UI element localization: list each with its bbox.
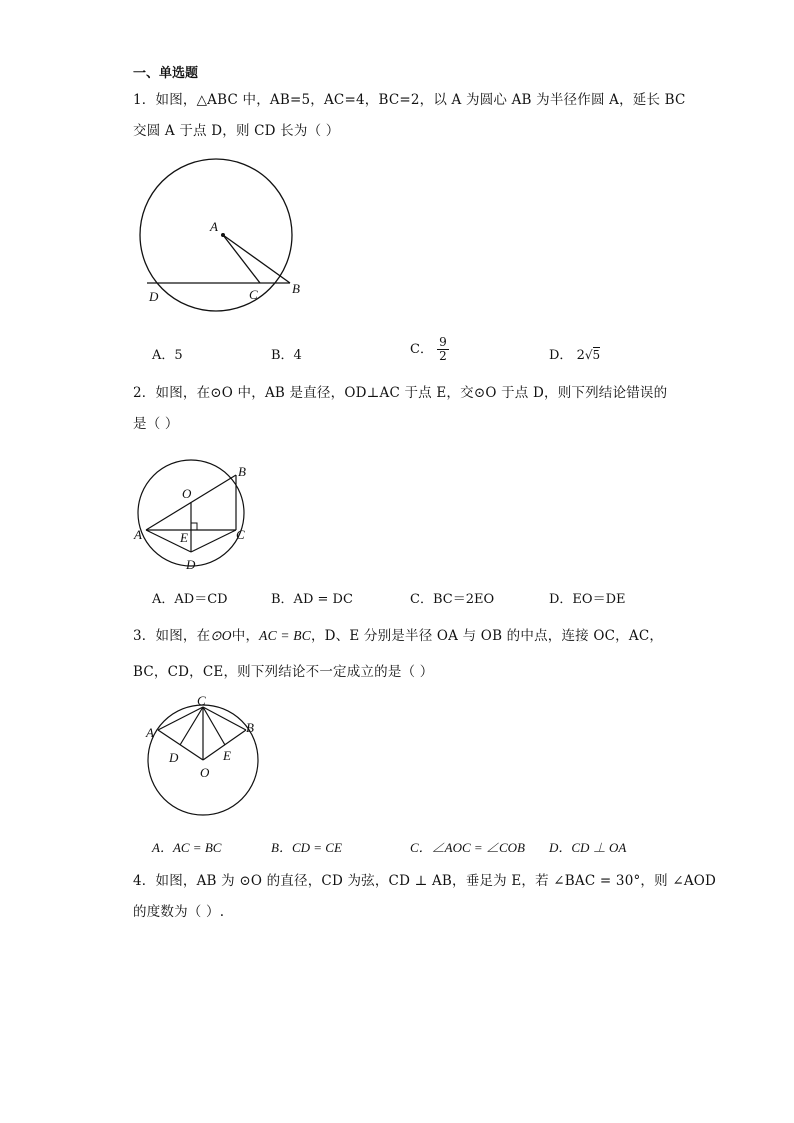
label-b: B [238, 464, 246, 479]
label-o: O [200, 765, 210, 780]
radical-coefficient: 2 [576, 348, 585, 363]
q1-option-d-prefix: D． [549, 348, 573, 363]
question-4-line-1: 4．如图，AB 为 ⊙O 的直径，CD 为弦，CD ⊥ AB，垂足为 E，若 ∠BAC = 30°，则 ∠AOD [133, 873, 717, 889]
question-2-line-2: 是（ ） [133, 416, 179, 432]
fraction-numerator: 9 [439, 335, 447, 349]
q3-option-b[interactable]: B．CD = CE [271, 840, 342, 855]
q2-option-a[interactable]: A．AD＝CD [152, 592, 228, 607]
q2-option-c[interactable]: C．BC＝2EO [410, 592, 495, 607]
circle-a [140, 159, 292, 311]
question-1-line-1: 1．如图，△ABC 中，AB=5，AC=4，BC=2，以 A 为圆心 AB 为半径作圆 A，延长 BC [133, 92, 686, 108]
radicand: 5 [592, 348, 601, 362]
q1-option-b[interactable]: B．4 [271, 348, 302, 363]
circle-symbol: ⊙O [210, 628, 232, 643]
question-3-line-1 [133, 624, 663, 644]
label-a: A [210, 219, 218, 234]
label-c: C [236, 527, 245, 542]
question-4-line-2: 的度数为（ ）. [133, 904, 225, 920]
q1-option-c-prefix: C． [410, 342, 433, 357]
section-title: 一、单选题 [133, 66, 199, 81]
question-1-line-2: 交圆 A 于点 D，则 CD 长为（ ） [133, 123, 340, 139]
right-angle-mark [191, 523, 197, 530]
label-e: E [223, 748, 231, 763]
label-d: D [169, 750, 179, 765]
q3-option-d[interactable]: D．CD ⊥ OA [549, 840, 627, 855]
label-b: B [292, 281, 300, 296]
segment-ac [223, 235, 260, 283]
q3-text-b: 中， [231, 628, 260, 644]
chord-cd [191, 530, 236, 552]
q3-text-c: ，D、E 分别是半径 OA 与 OB 的中点，连接 OC，AC， [310, 628, 664, 644]
arc-equality: AC = BC [259, 628, 311, 643]
segment-ab [223, 235, 290, 283]
label-o: O [182, 486, 192, 501]
question-2-line-1: 2．如图，在⊙O 中，AB 是直径，OD⊥AC 于点 E，交⊙O 于点 D，则下列结论错误的 [133, 385, 668, 401]
q3-text-a: 3．如图，在 [133, 628, 211, 644]
fraction-denominator: 2 [439, 349, 447, 363]
radical-sign: √ [584, 348, 593, 362]
center-point-a [221, 233, 225, 237]
question-3-line-2: BC，CD，CE，则下列结论不一定成立的是（ ） [133, 664, 434, 680]
question-1-figure [130, 150, 310, 325]
label-a: A [146, 725, 154, 740]
label-e: E [180, 530, 188, 545]
label-d: D [186, 557, 196, 572]
q1-option-c[interactable] [410, 336, 449, 363]
q2-option-b[interactable]: B．AD = DC [271, 592, 353, 607]
label-c: C [197, 695, 206, 708]
label-b: B [246, 720, 254, 735]
question-3-figure [140, 695, 265, 820]
label-a: A [134, 527, 142, 542]
q1-option-d[interactable] [549, 344, 600, 363]
label-c: C [249, 287, 258, 302]
question-2-figure [128, 455, 258, 580]
label-d: D [149, 289, 159, 304]
q3-option-c[interactable]: C．∠AOC = ∠COB [410, 840, 525, 855]
q1-option-a[interactable]: A．5 [152, 348, 183, 363]
q2-option-d[interactable]: D．EO＝DE [549, 592, 626, 607]
q3-option-a[interactable]: A．AC = BC [152, 840, 222, 855]
fraction [437, 336, 449, 363]
